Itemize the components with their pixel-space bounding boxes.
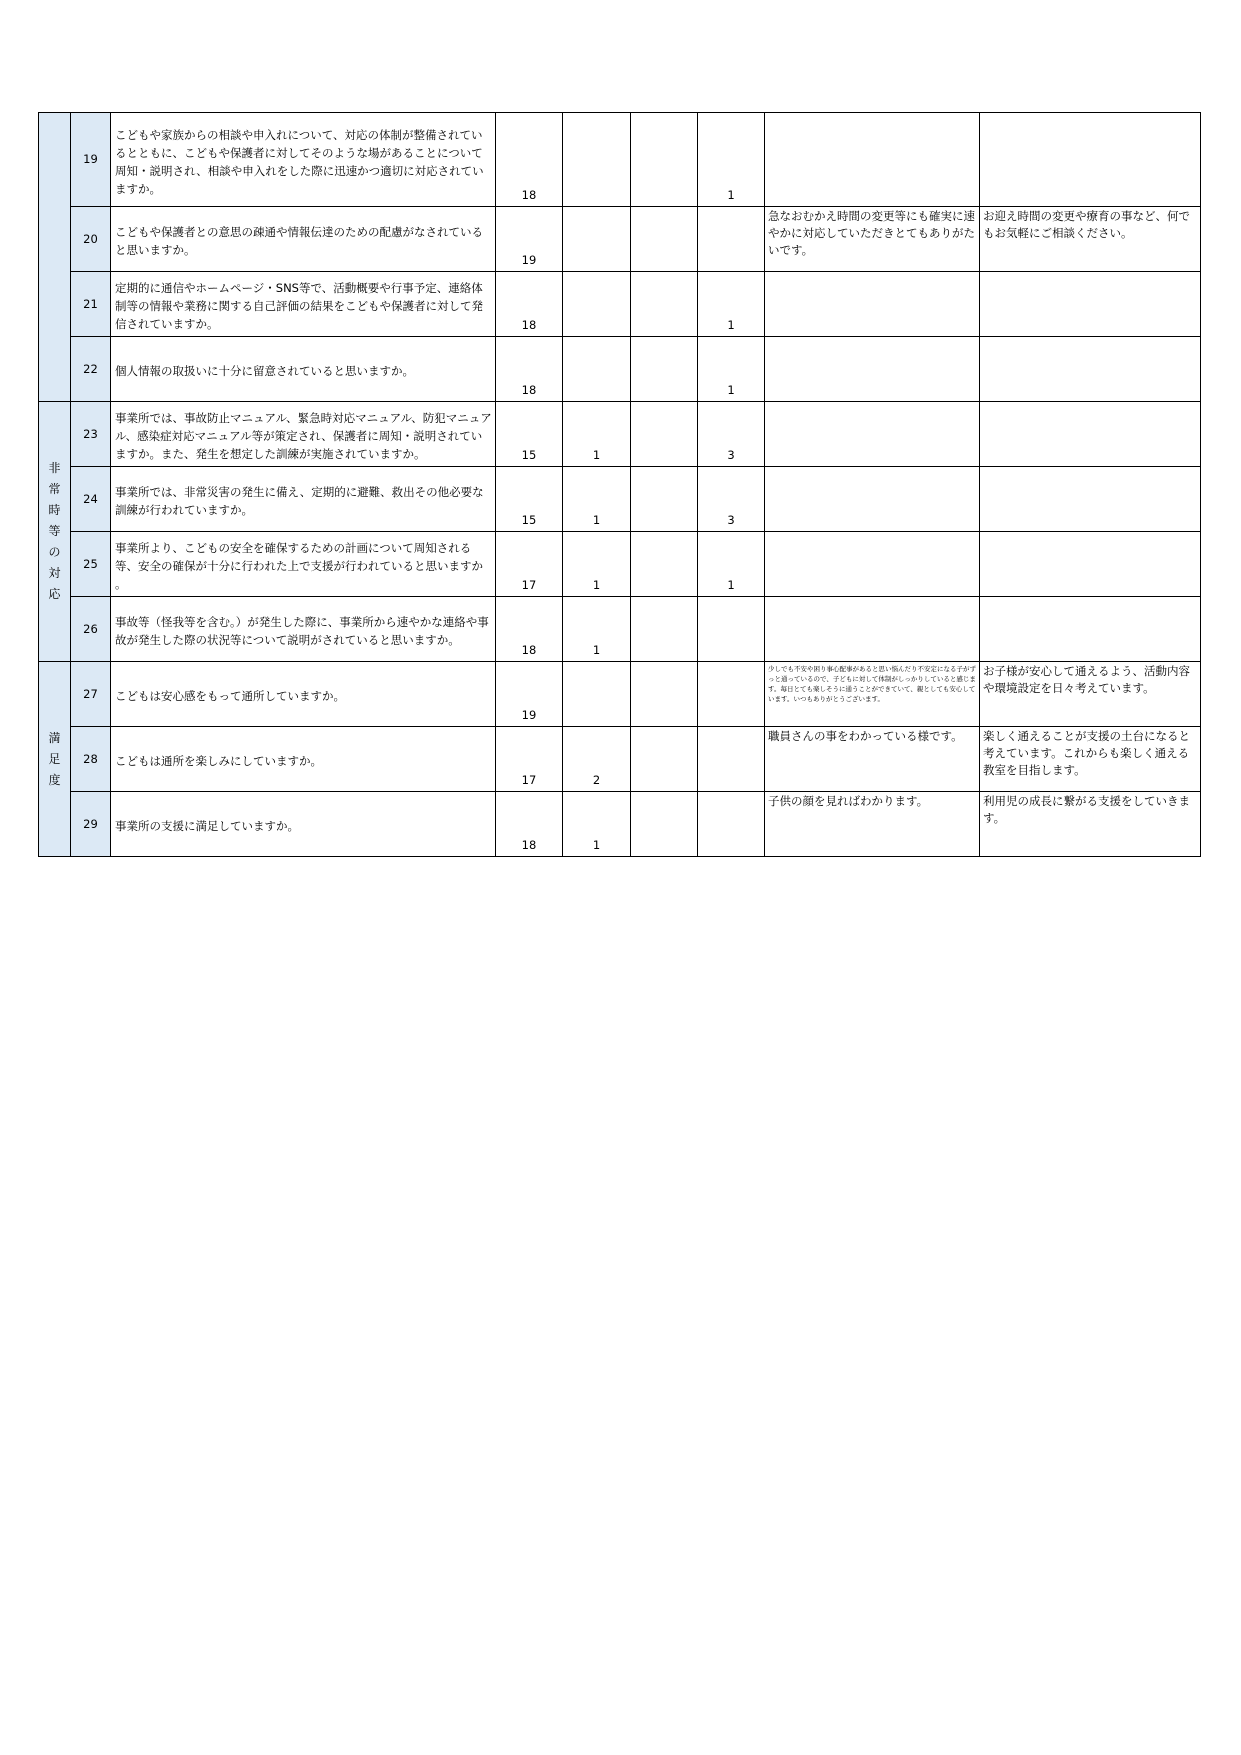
item-number: 22 (71, 337, 111, 402)
facility-response (980, 597, 1201, 662)
item-number: 26 (71, 597, 111, 662)
question-cell (111, 662, 496, 727)
question-cell (111, 467, 496, 532)
facility-response (980, 532, 1201, 597)
facility-response (980, 402, 1201, 467)
question-text: 事業所より、こどもの安全を確保するための計画について周知される等、安全の確保が十分に行われた上で支援が行われていると思いますか 。 (115, 541, 483, 591)
count-yes: 17 (496, 532, 563, 597)
question-cell (111, 597, 496, 662)
category-label: 満足度 (48, 730, 61, 787)
count-unknown (698, 662, 765, 727)
question-text: 個人情報の取扱いに十分に留意されていると思いますか。 (115, 364, 414, 378)
question-text: 事業所では、事故防止マニュアル、緊急時対応マニュアル、防犯マニュアル、感染症対応マニュアル等が策定され、保護者に周知・説明されていますか。また、発生を想定した訓練が実施されていますか。 (115, 411, 492, 461)
count-yes: 19 (496, 207, 563, 272)
facility-response: 利用児の成長に繋がる支援をしていきます。 (980, 792, 1201, 857)
count-unknown (698, 727, 765, 792)
category-cell (39, 402, 71, 662)
count-yes: 18 (496, 597, 563, 662)
count-yes: 18 (496, 272, 563, 337)
count-unknown: 1 (698, 272, 765, 337)
count-unknown (698, 207, 765, 272)
count-somewhat: 1 (563, 792, 631, 857)
count-yes: 18 (496, 337, 563, 402)
question-text: 定期的に通信やホームページ・SNS等で、活動概要や行事予定、連絡体制等の情報や業務に関する自己評価の結果をこどもや保護者に対して発信されていますか。 (115, 281, 483, 331)
count-no (631, 113, 698, 207)
category-cell (39, 113, 71, 402)
question-cell (111, 113, 496, 207)
item-number: 19 (71, 113, 111, 207)
count-somewhat (563, 272, 631, 337)
facility-response (980, 272, 1201, 337)
category-label: 非常時等の対応 (48, 461, 61, 601)
table-row (39, 207, 1201, 272)
parent-comment (765, 532, 980, 597)
parent-comment (765, 337, 980, 402)
facility-response (980, 337, 1201, 402)
count-yes: 18 (496, 113, 563, 207)
count-somewhat (563, 207, 631, 272)
count-somewhat: 1 (563, 467, 631, 532)
count-no (631, 207, 698, 272)
count-yes: 15 (496, 467, 563, 532)
parent-comment: 子供の顔を見ればわかります。 (765, 792, 980, 857)
count-unknown: 1 (698, 113, 765, 207)
question-cell (111, 337, 496, 402)
facility-response (980, 467, 1201, 532)
count-no (631, 792, 698, 857)
question-cell (111, 532, 496, 597)
parent-comment (765, 467, 980, 532)
count-unknown: 3 (698, 402, 765, 467)
count-unknown: 1 (698, 532, 765, 597)
table-row (39, 113, 1201, 207)
item-number: 21 (71, 272, 111, 337)
count-no (631, 337, 698, 402)
count-somewhat (563, 337, 631, 402)
parent-comment: 急なおむかえ時間の変更等にも確実に速やかに対応していただきとてもありがたいです。 (765, 207, 980, 272)
item-number: 24 (71, 467, 111, 532)
table-row (39, 727, 1201, 792)
count-somewhat (563, 113, 631, 207)
table-row (39, 402, 1201, 467)
question-text: こどもは安心感をもって通所していますか。 (115, 689, 345, 703)
count-somewhat: 1 (563, 597, 631, 662)
table-row (39, 532, 1201, 597)
count-yes: 19 (496, 662, 563, 727)
parent-comment (765, 597, 980, 662)
count-unknown (698, 597, 765, 662)
table-row (39, 597, 1201, 662)
count-no (631, 727, 698, 792)
item-number: 25 (71, 532, 111, 597)
table-row (39, 337, 1201, 402)
count-yes: 17 (496, 727, 563, 792)
table-row (39, 662, 1201, 727)
facility-response: お迎え時間の変更や療育の事など、何でもお気軽にご相談ください。 (980, 207, 1201, 272)
parent-comment (765, 113, 980, 207)
item-number: 23 (71, 402, 111, 467)
item-number: 20 (71, 207, 111, 272)
table-row (39, 272, 1201, 337)
question-cell (111, 727, 496, 792)
count-unknown: 3 (698, 467, 765, 532)
count-no (631, 467, 698, 532)
count-no (631, 532, 698, 597)
table-row (39, 467, 1201, 532)
question-cell (111, 207, 496, 272)
item-number: 28 (71, 727, 111, 792)
item-number: 27 (71, 662, 111, 727)
count-no (631, 402, 698, 467)
question-text: 事故等（怪我等を含む。）が発生した際に、事業所から速やかな連絡や事故が発生した際の状況等について説明がされていると思いますか。 (115, 615, 489, 647)
count-no (631, 662, 698, 727)
parent-comment: 少しでも不安や困り事心配事があると思い悩んだり不安定になる子がずっと通っているので、子どもに対して体制がしっかりしていると感じます。毎日とても楽しそうに通うことができていて、親としても安心しています。いつもありがとうございます。 (765, 662, 980, 727)
table-row (39, 792, 1201, 857)
question-text: 事業所では、非常災害の発生に備え、定期的に避難、救出その他必要な訓練が行われていますか。 (115, 485, 484, 517)
parent-comment (765, 402, 980, 467)
count-somewhat: 2 (563, 727, 631, 792)
evaluation-table (38, 112, 1201, 857)
question-text: こどもや家族からの相談や申入れについて、対応の体制が整備されているとともに、こどもや保護者に対してそのような場があることについて周知・説明され、相談や申入れをした際に迅速かつ適切に対応されていますか。 (115, 127, 484, 196)
question-text: 事業所の支援に満足していますか。 (115, 819, 299, 833)
question-cell (111, 272, 496, 337)
parent-comment (765, 272, 980, 337)
count-somewhat: 1 (563, 402, 631, 467)
count-unknown (698, 792, 765, 857)
facility-response: お子様が安心して通えるよう、活動内容や環境設定を日々考えています。 (980, 662, 1201, 727)
count-unknown: 1 (698, 337, 765, 402)
parent-comment: 職員さんの事をわかっている様です。 (765, 727, 980, 792)
count-yes: 18 (496, 792, 563, 857)
facility-response: 楽しく通えることが支援の土台になると考えています。これからも楽しく通える教室を目指します。 (980, 727, 1201, 792)
count-somewhat: 1 (563, 532, 631, 597)
question-cell (111, 792, 496, 857)
item-number: 29 (71, 792, 111, 857)
question-cell (111, 402, 496, 467)
count-no (631, 272, 698, 337)
question-text: こどもや保護者との意思の疎通や情報伝達のための配慮がなされていると思いますか。 (115, 225, 483, 257)
question-text: こどもは通所を楽しみにしていますか。 (115, 754, 322, 768)
facility-response (980, 113, 1201, 207)
category-cell (39, 662, 71, 857)
count-no (631, 597, 698, 662)
count-somewhat (563, 662, 631, 727)
count-yes: 15 (496, 402, 563, 467)
